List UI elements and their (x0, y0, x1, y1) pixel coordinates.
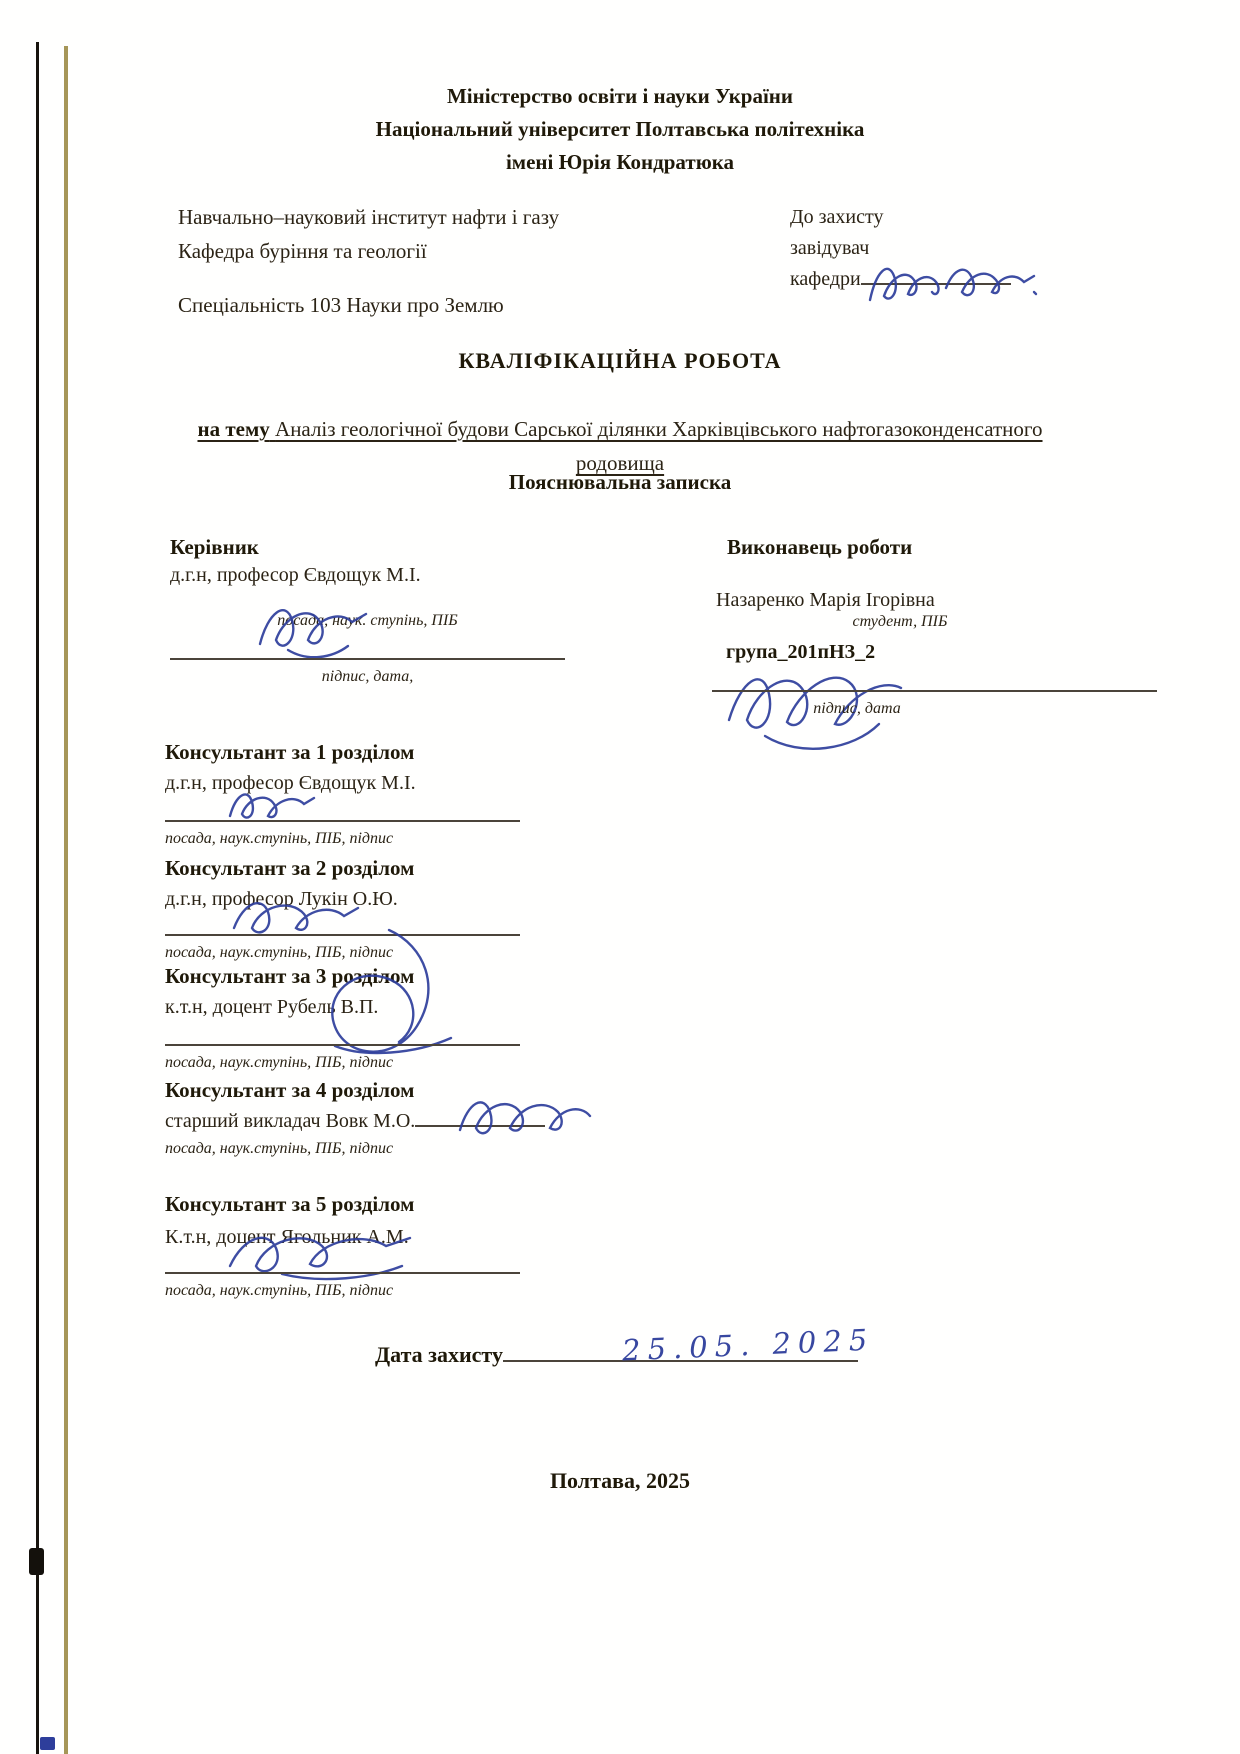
university-line: Національний університет Полтавська політехніка (375, 117, 865, 141)
supervisor-heading: Керівник (170, 535, 259, 559)
ministry-header (0, 80, 1240, 179)
department-line: Кафедра буріння та геології (178, 239, 427, 263)
consultant-5-heading: Консультант за 5 розділом (165, 1192, 415, 1216)
defense-date-label: Дата захисту (375, 1342, 503, 1367)
consultant-4-caption: посада, наук.ступінь, ПІБ, підпис (165, 1140, 394, 1157)
consultant-1-heading: Консультант за 1 розділом (165, 740, 415, 764)
scan-binding-line (64, 46, 68, 1754)
consultant-4-heading: Консультант за 4 розділом (165, 1078, 415, 1102)
consultant-3-heading: Консультант за 3 розділом (165, 964, 415, 988)
consultant-2-name: д.г.н, професор Лукін О.Ю. (165, 888, 398, 910)
supervisor-signature (248, 586, 378, 666)
executor-caption-position: студент, ПІБ (852, 613, 948, 630)
consultant-1-name: д.г.н, професор Євдощук М.І. (165, 772, 416, 794)
approval-line-2: завідувач (790, 237, 870, 259)
consultant-1-caption: посада, наук.ступінь, ПІБ, підпис (165, 830, 394, 847)
consultant-1-signature-line (165, 820, 520, 822)
consultant-5-signature-line (165, 1272, 520, 1274)
executor-signature (715, 636, 915, 756)
approval-line-1: До захисту (790, 206, 884, 228)
consultant-2-caption: посада, наук.ступінь, ПІБ, підпис (165, 944, 394, 961)
scan-ink-spot (40, 1737, 55, 1750)
institute-block (178, 200, 559, 268)
scan-edge-line (36, 42, 39, 1754)
specialty-line: Спеціальність 103 Науки про Землю (178, 293, 504, 317)
city-year-footer: Полтава, 2025 (549, 1468, 691, 1493)
consultant-4-signature (450, 1082, 600, 1152)
consultant-5-signature (222, 1222, 422, 1287)
executor-group: група_201пНЗ_2 (726, 641, 876, 663)
subtitle: Пояснювальна записка (508, 470, 732, 494)
work-title: КВАЛІФІКАЦІЙНА РОБОТА (458, 348, 782, 373)
supervisor-caption-signature: підпис, дата, (321, 668, 414, 685)
handwritten-defense-date: 25.05. 2025 (621, 1322, 875, 1368)
approval-kafedry-label: кафедри (790, 268, 861, 290)
topic-prefix: на тему (197, 417, 270, 441)
executor-signature-line (712, 690, 1157, 692)
institute-line: Навчально–науковий інститут нафти і газу (178, 205, 560, 229)
consultant-5-caption: посада, наук.ступінь, ПІБ, підпис (165, 1282, 394, 1299)
consultant-3-caption: посада, наук.ступінь, ПІБ, підпис (165, 1054, 394, 1071)
supervisor-signature-line (170, 658, 565, 660)
ministry-line: Міністерство освіти і науки України (446, 84, 794, 108)
topic-text: Аналіз геологічної будови Сарської ділянки Харківцівського нафтогазоконденсатного родовища (275, 417, 1043, 475)
consultant-5-name: К.т.н, доцент Ягольник А.М. (165, 1226, 409, 1248)
university-name-line: імені Юрія Кондратюка (505, 150, 735, 174)
supervisor-caption-position: посада, наук. ступінь, ПІБ (277, 612, 458, 629)
executor-name: Назаренко Марія Ігорівна (716, 589, 935, 611)
executor-caption-signature: підпис, дата (813, 700, 901, 717)
consultant-3-signature-line (165, 1044, 520, 1046)
executor-heading: Виконавець роботи (727, 535, 913, 559)
consultant-2-heading: Консультант за 2 розділом (165, 856, 415, 880)
supervisor-name: д.г.н, професор Євдощук М.І. (170, 564, 421, 586)
consultant-4-name: старший викладач Вовк М.О. (165, 1110, 416, 1132)
consultant-3-name: к.т.н, доцент Рубель В.П. (165, 996, 379, 1018)
scan-smudge (29, 1548, 44, 1575)
topic-underlined (197, 417, 1042, 475)
head-of-department-signature (862, 238, 1042, 323)
